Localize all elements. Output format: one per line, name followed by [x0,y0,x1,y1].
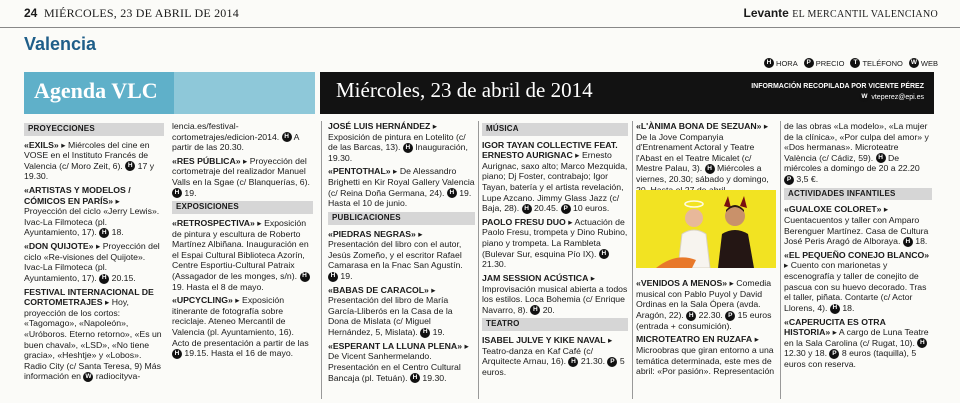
banner-date: Miércoles, 23 de abril de 2014 [336,78,593,102]
heading-actividades-infantiles: ACTIVIDADES INFANTILES [784,188,932,201]
price-icon: P [784,175,794,185]
listing-hour: 20. [542,304,555,315]
listing-body: Exposición de pintura en Lotelito (c/ de las Barcas, 13). [328,131,466,153]
listing-hour: De miércoles a domingo de 20 a 22.20 [784,152,920,174]
hour-icon: H [599,249,609,259]
listing-price: 10 euros. [573,203,610,214]
listing-title: PAOLO FRESU DUO [482,216,566,227]
listing-hour: 22.30. [698,310,723,321]
price-icon: P [725,311,735,321]
listing-hour: 18. [111,227,124,238]
listing-hour: 19. [432,327,445,338]
newspaper-brand [744,6,939,20]
hour-icon: H [420,328,430,338]
listing-body: A cargo de Luna Teatre en la Sala Carolina (c/ Rugat, 10). [784,327,929,348]
listing-title: «VENIDOS A MENOS» [636,278,728,289]
event-photo [636,190,776,268]
listing-hour: 12.30 y 18. [784,348,827,359]
page-header [0,0,960,28]
hour-icon: H [328,272,338,282]
hour-icon: H [830,304,840,314]
sash-shape [656,257,696,268]
price-icon: P [829,349,839,359]
symbol-legend [764,58,938,68]
hour-icon: H [447,188,457,198]
hour-icon: H [876,153,886,163]
horn-shape [724,196,731,208]
listing-paolo-fresu: PAOLO FRESU DUO ▸ Actuación de Paolo Fresu, trompeta y Dino Rubino, piano y trompeta. La Rambleta (Bulevar Sur, esquina Pío IX). H 21.30. [482,216,628,270]
listing-hour: 19. [340,270,353,281]
halo-shape [685,201,703,207]
listing-body: Microobras que giran entorno a una temática determinada, este mes de abril: «Por pasión». Representación [636,344,775,377]
listing-price: 15 euros (entrada + consumición). [636,310,772,331]
hour-icon: H [764,58,774,68]
listing-gualoxe-coloret: «GUALOXE COLORET» ▸ Cuentacuentos y taller con Amparo Berenguer Martínez. Casa de Cultura José Peris Aragó de Alboraya. H 18. [784,204,929,247]
listing-price: 3,5 €. [796,174,819,185]
listing-title: ISABEL JULVE Y KIKE NAVAL [482,335,606,346]
legend-label: WEB [920,58,938,68]
legend-label: TELÉFONO [862,58,903,68]
listing-body: Comedia musical con Pablo Puyol y David Ordinas en la Sala Ópera (avda. Aragón, 22). [636,278,772,321]
hour-icon: H [522,204,532,214]
listing-web: radiocityva- [95,371,141,382]
listing-hour: Inauguración, 19.30. [328,142,468,163]
listing-body: Presentación del libro con el autor, Jesús Zomeño, y el escritor Rafael Camarasa en la Fnac San Agustín. [328,239,463,271]
listing-title: MICROTEATRO EN RUZAFA [636,334,753,345]
listing-hour: 19.15. Hasta el 16 de mayo. [184,348,294,359]
listing-hour: 18. [842,302,855,313]
legend-label: PRECIO [815,58,845,68]
hour-icon: H [125,161,135,171]
column-4 [482,121,628,401]
listing-jam-session: JAM SESSION ACÚSTICA ▸ Improvisación musical abierta a todos los estilos. Loca Bohemia (c/ Enrique Navarro, 8). H 20. [482,272,628,315]
legend-price [804,58,845,68]
listing-jose-luis-hernandez: JOSÉ LUIS HERNÁNDEZ ▸ Exposición de pintura en Lotelito (c/ de las Barcas, 13). H Inauguración, 19.30. [328,121,468,163]
listing-don-quijote: «DON QUIJOTE» ▸ Proyección del ciclo «Re-visiones del Quijote». Ivac-La Filmoteca (pl. Ayuntamiento, 17). H 20.15. [24,241,160,283]
listing-title: «DON QUIJOTE» [24,241,94,252]
listing-body: Actuación de Paolo Fresu, trompeta y Dino Rubino, piano y trompeta. La Rambleta (Bulevar Sur, esquina Pío IX). [482,216,628,259]
email-text: vteperez@epi.es [871,94,924,101]
legend-phone [850,58,902,68]
listing-esperant-la-lluna: «ESPERANT LA LLUNA PLENA» ▸ De Vicent Sanhermelando. Presentación en el Centro Cultural Bancaja (pl. Tetuán). H 19.30. [328,340,469,383]
listing-hour: 21.30. [482,259,507,270]
listing-title: JOSÉ LUIS HERNÁNDEZ [328,121,431,131]
listing-body: Ernesto Aurignac, saxo alto; Marco Mezquida, piano; Dj Foster, contrabajo; Igor Tayan, batería y el artista revelación, Lupe Azcano. Jimmy Glass Jazz (c/ Baja, 28). [482,150,628,214]
listing-body: De Vicent Sanhermelando. Presentación en el Centro Cultural Bancaja (pl. Tetuán). [328,351,461,383]
listing-body: Exposición de pintura y escultura de Roberto Martínez Albiñana. Inauguración en el Espai Cultural Biblioteca Azorín, Centre Esportiu-Cultural Patraix (Assagador de les monges, s/n). [172,217,309,281]
agenda-title: Agenda VLC [34,78,158,103]
listing-upcycling: «UPCYCLING» ▸ Exposición itinerante de fotografía sobre reciclaje. Ateneo Mercantil de Valencia (pl. Ayuntamiento, 16). Acto de presentación a partir de las H 19.15. Hasta el 16 de mayo. [172,295,309,359]
web-icon: W [909,58,919,68]
hour-icon: H [530,305,540,315]
column-rule [632,121,633,399]
column-rule [478,121,479,399]
listing-microteatro-cont [784,121,932,185]
heading-proyecciones: PROYECCIONES [24,123,164,136]
listing-caperucita: «CAPERUCITA ES OTRA HISTORIA» ▸ A cargo de Luna Teatre en la Sala Carolina (c/ Rugat, 10). H 12.30 y 18. P 8 euros (taquilla), 5 euros con reserva. [784,316,929,370]
web-icon: W [83,372,93,382]
listing-hour: 19. [184,187,197,198]
listing-anima-bona: «L'ÀNIMA BONA DE SEZUAN» ▸ De la Jove Companyia d'Entrenament Actoral y Teatre l'Abast en el Teatre Micalet (c/ Mestre Palau, 3). H Miércoles a viernes, 20.30; sábado y domingo, [636,121,778,195]
listing-title: «ESPERANT LA LLUNA PLENA» [328,340,463,351]
listing-isabel-julve: ISABEL JULVE Y KIKE NAVAL ▸ Teatro-danza en Kaf Café (c/ Arquitecte Arnau, 16). H 21.30. P 5 euros. [482,335,625,377]
listing-igor-tayan: IGOR TAYAN COLLECTIVE FEAT. ERNESTO AURIGNAC ▸ Ernesto Aurignac, saxo alto; Marco Mezquida, piano; Dj Foster, contrabajo; Igor Tayan, batería y el artista revelación, Lupe Azcano. Jimmy Glass Jazz (c/ Baja, 28). H 20.45. P 10 euros. [482,139,628,214]
date-banner [320,72,934,114]
listing-piedras-negras: «PIEDRAS NEGRAS» ▸ Presentación del libro con el autor, Jesús Zomeño, y el escritor Rafael Camarasa en la Fnac San Agustín. H 19. [328,228,463,281]
listing-title: «L'ÀNIMA BONA DE SEZUAN» [636,121,762,131]
brand-sub: EL MERCANTIL VALENCIANO [792,9,938,20]
listing-title: «EXILS» [24,139,59,150]
column-1 [24,121,164,401]
legend-label: HORA [776,58,798,68]
listing-hour: Miércoles a viernes, 20.30; sábado y domingo, [636,163,769,185]
credit-text: INFORMACIÓN RECOPILADA POR VICENTE PÉREZ [751,83,924,90]
web-icon: W [859,92,869,102]
listing-body: Proyección del cortometraje del realizador Manuel Valls en la Sgae (c/ Blanquerías, 6). [172,155,310,188]
listing-body: De Alessandro Brighetti en Kir Royal Gallery Valencia (c/ Reina Doña Germana, 24). [328,166,475,198]
hour-icon: H [903,237,913,247]
section-title: Valencia [24,34,97,54]
listing-hour: 18. [915,236,928,247]
hour-icon: H [172,188,182,198]
listing-babas-de-caracol: «BABAS DE CARACOL» ▸ Presentación del libro de María García-Lliberós en la Casa de la Dona de Mislata (c/ Miguel Hernández, 5, Mislata). H 19. [328,284,453,338]
hour-icon: H [403,143,413,153]
listing-hour: 21.30. [580,356,606,367]
credit-email [751,92,924,103]
listing-body: Proyección del ciclo «Re-visiones del Quijote». Ivac-La Filmoteca (pl. Ayuntamiento, 17). [24,241,160,283]
listing-festival-cont [172,121,313,153]
listing-retrospectiva: «RETROSPECTIVA» ▸ Exposición de pintura y escultura de Roberto Martínez Albiñana. Inauguración en el Espai Cultural Biblioteca Azorín, Centre Esportiu-Cultural Patraix (Assagador de les monges, s/n). H 19. Hasta el 8 de mayo. [172,217,309,292]
listing-res-publica: «RES PÚBLICA» ▸ Proyección del cortometraje del realizador Manuel Valls en la Sgae (c/ Blanquerías, 6). H 19. [172,155,310,198]
heading-teatro: TEATRO [482,318,628,331]
listing-title: FESTIVAL INTERNACIONAL DE CORTOMETRAJES [24,286,154,308]
agenda-banner [24,72,315,114]
column-rule [780,121,781,399]
page-date: MIÉRCOLES, 23 DE ABRIL DE 2014 [44,6,239,20]
listing-title: «BABAS DE CARACOL» [328,284,429,295]
listing-title: «UPCYCLING» [172,295,233,306]
listing-title: «CAPERUCITA ES OTRA HISTORIA» [784,316,886,338]
heading-exposiciones: EXPOSICIONES [172,201,313,214]
listing-body: Hoy, proyección de los cortos: «Tagomago», «Napoleón», «Uróboros. Eterno retorno», «Es un buen chaval», «LSD», «No tiene gracia», «Heshtje» y «Lobos». Radio City (c/ Santa Teresa, 9) Más información en [24,297,162,382]
head-shape [685,209,703,227]
hour-icon: H [410,373,420,383]
hour-icon: H [99,228,109,238]
listing-conejo-blanco: «EL PEQUEÑO CONEJO BLANCO» ▸ Cuento con marionetas y escenografía y taller de conejito de pascua con su huevo decorado. Tras el taller, piñata. Contarte (c/ Actor Llorens, 4). H 18. [784,249,930,313]
hour-icon: H [282,132,292,142]
listing-body: lencia.es/festival-cortometrajes/edicion-2014. [172,121,280,142]
listing-title: «ARTISTAS Y MODELOS / CÓMICOS EN PARÍS» [24,185,131,206]
listing-title: «EL PEQUEÑO CONEJO BLANCO» [784,249,930,260]
listing-title: «PENTOTHAL» [328,166,391,177]
listing-hour: A partir de las 20.30. [172,131,299,153]
hour-icon: H [172,349,182,359]
listing-body: Cuentacuentos y taller con Amparo Berenguer Martínez. Casa de Cultura José Peris Aragó de Alboraya. [784,214,929,247]
column-6 [784,121,932,401]
listing-title: «RES PÚBLICA» [172,155,241,166]
column-rule [321,121,322,399]
listing-festival: FESTIVAL INTERNACIONAL DE CORTOMETRAJES ▸ Hoy, proyección de los cortos: «Tagomago», «Napoleón», «Uróboros. Eterno retorno», «Es un buen chaval», «LSD», «No tiene gracia», «Heshtje» y «Lobos». Radio City (c/ Santa Teresa, 9) Más información en W radiocityva- [24,286,162,382]
listing-hour: 17 y 19.30. [24,160,155,182]
listing-hour: 19. Hasta el 10 de junio. [328,187,472,209]
listing-microteatro: MICROTEATRO EN RUZAFA ▸ Microobras que giran entorno a una temática determinada, este mes de abril: «Por pasión». Representación [636,334,775,377]
legend-hour [764,58,798,68]
listing-body: Presentación del libro de María García-Lliberós en la Casa de la Dona de Mislata (c/ Miguel Hernández, 5, Mislata). [328,295,453,338]
price-icon: P [561,204,571,214]
hour-icon: H [686,311,696,321]
listing-title: JAM SESSION ACÚSTICA [482,272,589,283]
body-shape [718,230,754,268]
hour-icon: H [300,272,310,282]
listing-body: Miércoles del cine en VOSE en el Instituto Francés de Valencia (c/ Moro Zeit, 6). [24,139,150,171]
listing-body: Exposición itinerante de fotografía sobre reciclaje. Ateneo Mercantil de Valencia (pl. Ayuntamiento, 16). Acto de presentación a partir de las [172,295,309,348]
listing-body: Proyección del ciclo «Jerry Lewis». Ivac-La Filmoteca (pl. Ayuntamiento, 17). [24,206,160,238]
heading-musica: MÚSICA [482,123,628,136]
listing-hour: 20.15. [111,272,136,283]
hour-icon: H [99,274,109,284]
listing-hour: 20.45. [534,203,559,214]
listing-title: «PIEDRAS NEGRAS» [328,228,416,239]
listing-body: Teatro-danza en Kaf Café (c/ Arquitecte Arnau, 16). [482,345,594,367]
listing-pentothal: «PENTOTHAL» ▸ De Alessandro Brighetti en Kir Royal Gallery Valencia (c/ Reina Doña Germana, 24). H 19. Hasta el 10 de junio. [328,166,475,209]
listing-body: Cuento con marionetas y escenografía y taller de conejito de pascua con su huevo decorado. Tras el taller, piñata. Contarte (c/ Actor Llorens, 4). [784,260,927,313]
price-icon: P [607,357,617,367]
listing-title: «GUALOXE COLORET» [784,204,882,215]
hour-icon: H [917,338,927,348]
column-3 [328,121,475,401]
hour-icon: H [568,357,578,367]
listing-body: De la Jove Companyia d'Entrenament Actoral y Teatre l'Abast en el Teatre Micalet (c/ Mestre Palau, 3). [636,131,755,174]
heading-publicaciones: PUBLICACIONES [328,212,475,225]
listing-exils: «EXILS» ▸ Miércoles del cine en VOSE en el Instituto Francés de Valencia (c/ Moro Zeit, 6). H 17 y 19.30. [24,139,155,182]
hour-icon: H [705,164,715,174]
phone-icon: T [850,58,860,68]
legend-web [909,58,938,68]
page-number: 24 [24,6,38,20]
listing-title: IGOR TAYAN COLLECTIVE FEAT. ERNESTO AURIGNAC [482,139,618,161]
listing-hour: 19. Hasta el 8 de mayo. [172,281,264,292]
column-2 [172,121,313,401]
horn-shape [740,196,747,208]
price-icon: P [804,58,814,68]
listing-hour: 19.30. [422,372,447,383]
listing-venidos-a-menos: «VENIDOS A MENOS» ▸ Comedia musical con Pablo Puyol y David Ordinas en la Sala Ópera (avda. Aragón, 22). H 22.30. P 15 euros (entrada + consumición). [636,278,772,331]
banner-credit [751,81,924,103]
listing-price: 8 euros (taquilla), 5 euros con reserva. [784,348,917,370]
listing-body: de las obras «La modelo», «La mujer de la clínica», «Por culpa del amor» y «Dos hermanas». Microteatre València (c/ Cádiz, 59). [784,121,929,163]
listing-title: «RETROSPECTIVA» [172,217,255,228]
listing-artistas: «ARTISTAS Y MODELOS / CÓMICOS EN PARÍS» ▸ Proyección del ciclo «Jerry Lewis». Ivac-La Filmoteca (pl. Ayuntamiento, 17). H 18. [24,185,160,238]
listing-price: 5 euros. [482,356,625,377]
listing-body: Improvisación musical abierta a todos los estilos. Loca Bohemia (c/ Enrique Navarro, 8). [482,283,628,315]
brand-main: Levante [743,6,789,20]
performers-illustration [636,190,776,268]
